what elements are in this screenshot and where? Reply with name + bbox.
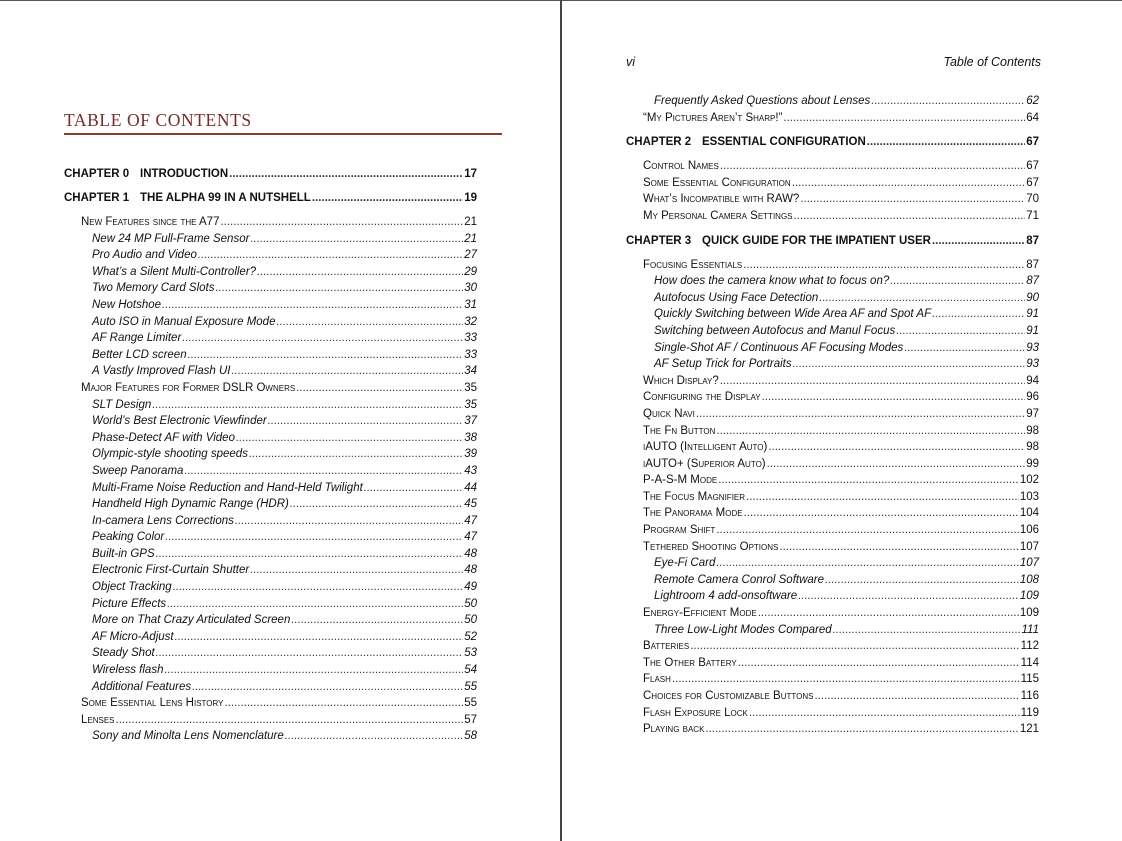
- toc-subsection-entry[interactable]: [64, 363, 477, 380]
- entry-title: How does the camera know what to focus on?: [654, 275, 890, 288]
- entry-title: Three Low-Light Modes Compared: [654, 623, 832, 636]
- entry-page-number: 31: [464, 298, 477, 311]
- toc-section-entry[interactable]: [626, 389, 1039, 406]
- entry-title: Two Memory Card Slots: [92, 282, 215, 295]
- entry-title: Pro Audio and Video: [92, 249, 197, 262]
- toc-section-entry[interactable]: [626, 423, 1039, 440]
- chapter-label: [64, 190, 311, 206]
- entry-title: New Features since the A77: [81, 216, 220, 228]
- entry-page-number: 29: [464, 265, 477, 278]
- entry-title: Built-in GPS: [92, 547, 155, 560]
- toc-subsection-entry[interactable]: [64, 546, 477, 563]
- entry-page-number: 32: [464, 315, 477, 328]
- toc-section-entry[interactable]: [626, 705, 1039, 722]
- entry-page-number: 93: [1026, 358, 1039, 371]
- dot-leader: [720, 373, 1025, 390]
- toc-subsection-entry[interactable]: [64, 330, 477, 347]
- entry-title: The Panorama Mode: [643, 507, 743, 520]
- toc-subsection-entry[interactable]: [626, 555, 1039, 572]
- toc-chapter-entry[interactable]: [626, 233, 1039, 249]
- entry-page-number: 58: [464, 730, 477, 743]
- dot-leader: [229, 166, 463, 182]
- chapter-number: CHAPTER 1: [64, 192, 130, 204]
- toc-subsection-entry[interactable]: [64, 612, 477, 629]
- entry-title: Sweep Panorama: [92, 464, 184, 477]
- entry-page-number: 115: [1020, 673, 1039, 686]
- toc-subsection-entry[interactable]: [64, 397, 477, 414]
- entry-page-number: 45: [464, 498, 477, 511]
- dot-leader: [162, 297, 463, 314]
- dot-leader: [798, 588, 1019, 605]
- entry-title: Lightroom 4 add-onsoftware: [654, 590, 798, 603]
- dot-leader: [932, 233, 1025, 249]
- entry-page-number: 38: [464, 431, 477, 444]
- entry-title: Electronic First-Curtain Shutter: [92, 564, 250, 577]
- entry-title: Flash: [643, 673, 671, 686]
- toc-subsection-entry[interactable]: [64, 596, 477, 613]
- chapter-title: ESSENTIAL CONFIGURATION: [702, 136, 866, 149]
- entry-page-number: 33: [464, 332, 477, 345]
- entry-page-number: 103: [1019, 490, 1039, 503]
- dot-leader: [867, 134, 1025, 150]
- toc-subsection-entry[interactable]: [626, 340, 1039, 357]
- dot-leader: [268, 413, 464, 430]
- entry-title: Phase-Detect AF with Video: [92, 431, 235, 444]
- toc-subsection-entry[interactable]: [64, 280, 477, 297]
- toc-section-entry[interactable]: [626, 208, 1039, 225]
- dot-leader: [165, 529, 463, 546]
- toc-subsection-entry[interactable]: [64, 231, 477, 248]
- dot-leader: [932, 306, 1025, 323]
- dot-leader: [672, 671, 1020, 688]
- toc-heading: TABLE OF CONTENTS: [64, 110, 502, 135]
- entry-title: Peaking Color: [92, 531, 165, 544]
- dot-leader: [716, 423, 1025, 440]
- dot-leader: [819, 290, 1025, 307]
- dot-leader: [167, 596, 463, 613]
- dot-leader: [705, 721, 1018, 738]
- dot-leader: [690, 638, 1019, 655]
- dot-leader: [220, 214, 463, 231]
- toc-section-entry[interactable]: [626, 605, 1039, 622]
- entry-page-number: 91: [1026, 308, 1039, 321]
- entry-title: New Hotshoe: [92, 298, 162, 311]
- entry-title: In-camera Lens Corrections: [92, 514, 234, 527]
- toc-section-entry[interactable]: [64, 380, 477, 397]
- toc-section-entry[interactable]: [626, 175, 1039, 192]
- entry-page-number: 107: [1019, 557, 1039, 570]
- entry-page-number: 17: [464, 168, 477, 180]
- entry-title: A Vastly Improved Flash UI: [92, 365, 231, 378]
- dot-leader: [156, 546, 464, 563]
- entry-page-number: 116: [1020, 690, 1039, 702]
- entry-page-number: 50: [464, 614, 477, 627]
- toc-subsection-entry[interactable]: [64, 480, 477, 497]
- dot-leader: [364, 480, 463, 497]
- toc-subsection-entry[interactable]: [626, 323, 1039, 340]
- entry-page-number: 49: [464, 581, 477, 594]
- entry-page-number: 52: [464, 630, 477, 643]
- entry-page-number: 107: [1019, 540, 1039, 553]
- entry-page-number: 114: [1020, 656, 1039, 669]
- dot-leader: [762, 389, 1026, 406]
- entry-page-number: 112: [1020, 640, 1039, 653]
- toc-subsection-entry[interactable]: [64, 297, 477, 314]
- toc-subsection-entry[interactable]: [626, 356, 1039, 373]
- toc-subsection-entry[interactable]: [626, 588, 1039, 605]
- toc-subsection-entry[interactable]: [626, 622, 1039, 639]
- dot-leader: [231, 363, 463, 380]
- chapter-number: CHAPTER 3: [626, 234, 692, 247]
- dot-leader: [749, 705, 1020, 722]
- entry-title: The Fn Button: [643, 424, 716, 437]
- entry-page-number: 35: [464, 381, 477, 394]
- entry-page-number: 87: [1026, 258, 1039, 271]
- toc-subsection-entry[interactable]: [64, 562, 477, 579]
- entry-title: Focusing Essentials: [643, 258, 743, 271]
- entry-page-number: 98: [1026, 441, 1039, 454]
- toc-section-entry[interactable]: [626, 489, 1039, 506]
- running-header-title: Table of Contents: [943, 55, 1041, 69]
- entry-title: Switching between Autofocus and Manul Focus: [654, 324, 896, 337]
- dot-leader: [250, 231, 463, 248]
- entry-title: What’s Incompatible with RAW?: [643, 193, 800, 206]
- entry-page-number: 104: [1019, 507, 1039, 520]
- dot-leader: [285, 728, 463, 745]
- page-number-header: vi: [626, 55, 636, 69]
- dot-leader: [164, 662, 463, 679]
- entry-page-number: 70: [1026, 193, 1039, 206]
- entry-page-number: 47: [464, 531, 477, 544]
- right-toc-list: [626, 93, 1039, 738]
- entry-title: My Personal Camera Settings: [643, 209, 793, 222]
- chapter-title: THE ALPHA 99 IN A NUTSHELL: [140, 192, 311, 204]
- entry-title: Configuring the Display: [643, 391, 761, 404]
- toc-subsection-entry[interactable]: [64, 430, 477, 447]
- toc-section-entry[interactable]: [626, 505, 1039, 522]
- entry-page-number: 48: [464, 547, 477, 560]
- entry-page-number: 97: [1026, 407, 1039, 420]
- dot-leader: [184, 463, 463, 480]
- entry-page-number: 71: [1026, 209, 1039, 222]
- entry-page-number: 119: [1020, 706, 1039, 719]
- chapter-number: CHAPTER 2: [626, 136, 692, 149]
- entry-page-number: 43: [464, 464, 477, 477]
- toc-section-entry[interactable]: [64, 214, 477, 231]
- dot-leader: [768, 439, 1025, 456]
- entry-page-number: 109: [1019, 590, 1039, 603]
- dot-leader: [716, 555, 1018, 572]
- toc-section-entry[interactable]: [626, 406, 1039, 423]
- toc-subsection-entry[interactable]: [64, 247, 477, 264]
- toc-subsection-entry[interactable]: [64, 264, 477, 281]
- entry-page-number: 35: [464, 398, 477, 411]
- toc-subsection-entry[interactable]: [64, 728, 477, 745]
- toc-subsection-entry[interactable]: [64, 413, 477, 430]
- entry-title: Energy-Efficient Mode: [643, 607, 757, 620]
- toc-subsection-entry[interactable]: [64, 496, 477, 513]
- entry-title: Choices for Customizable Buttons: [643, 690, 814, 702]
- entry-page-number: 54: [464, 664, 477, 677]
- entry-title: Object Tracking: [92, 581, 172, 594]
- toc-subsection-entry[interactable]: [626, 306, 1039, 323]
- toc-chapter-entry[interactable]: [64, 166, 477, 182]
- entry-title: Autofocus Using Face Detection: [654, 291, 819, 304]
- entry-page-number: 21: [464, 232, 477, 245]
- toc-section-entry[interactable]: [626, 721, 1039, 738]
- toc-section-entry[interactable]: [626, 373, 1039, 390]
- entry-page-number: 47: [464, 514, 477, 527]
- dot-leader: [192, 679, 463, 696]
- entry-page-number: 57: [464, 713, 477, 726]
- dot-leader: [783, 110, 1025, 127]
- entry-page-number: 44: [464, 481, 477, 494]
- toc-section-entry[interactable]: [626, 439, 1039, 456]
- dot-leader: [215, 280, 463, 297]
- dot-leader: [152, 397, 463, 414]
- dot-leader: [871, 93, 1025, 110]
- entry-page-number: 27: [464, 249, 477, 262]
- toc-subsection-entry[interactable]: [64, 347, 477, 364]
- dot-leader: [800, 191, 1025, 208]
- entry-page-number: 21: [464, 216, 477, 228]
- entry-page-number: 53: [464, 647, 477, 660]
- dot-leader: [116, 712, 464, 729]
- entry-page-number: 39: [464, 448, 477, 461]
- entry-page-number: 55: [464, 680, 477, 693]
- entry-title: Steady Shot: [92, 647, 155, 660]
- entry-title: Some Essential Configuration: [643, 176, 791, 189]
- entry-title: What’s a Silent Multi-Controller?: [92, 265, 257, 278]
- entry-page-number: 33: [464, 348, 477, 361]
- dot-leader: [276, 314, 463, 331]
- toc-subsection-entry[interactable]: [64, 662, 477, 679]
- dot-leader: [224, 695, 463, 712]
- entry-page-number: 106: [1019, 524, 1039, 537]
- entry-page-number: 34: [464, 365, 477, 378]
- dot-leader: [296, 380, 463, 397]
- entry-page-number: 102: [1019, 474, 1039, 487]
- toc-section-entry[interactable]: [626, 539, 1039, 556]
- chapter-label: [626, 134, 866, 150]
- entry-title: Additional Features: [92, 680, 192, 693]
- toc-subsection-entry[interactable]: [64, 463, 477, 480]
- entry-page-number: 30: [464, 282, 477, 295]
- chapter-title: INTRODUCTION: [140, 168, 229, 180]
- toc-subsection-entry[interactable]: [64, 529, 477, 546]
- entry-page-number: 111: [1021, 623, 1039, 636]
- entry-page-number: 108: [1019, 573, 1039, 586]
- entry-title: The Other Battery: [643, 656, 737, 669]
- toc-section-entry[interactable]: [626, 688, 1039, 705]
- entry-title: AF Setup Trick for Portraits: [654, 358, 792, 371]
- toc-chapter-entry[interactable]: [626, 134, 1039, 150]
- dot-leader: [182, 330, 463, 347]
- left-toc-list: [64, 166, 477, 745]
- entry-page-number: 67: [1026, 160, 1039, 173]
- dot-leader: [896, 323, 1025, 340]
- toc-subsection-entry[interactable]: [64, 629, 477, 646]
- toc-subsection-entry[interactable]: [64, 446, 477, 463]
- toc-subsection-entry[interactable]: [64, 645, 477, 662]
- entry-title: Auto ISO in Manual Exposure Mode: [92, 315, 276, 328]
- entry-page-number: 93: [1026, 341, 1039, 354]
- dot-leader: [738, 655, 1020, 672]
- toc-chapter-entry[interactable]: [64, 190, 477, 206]
- dot-leader: [156, 645, 464, 662]
- toc-section-entry[interactable]: [626, 158, 1039, 175]
- toc-section-entry[interactable]: [64, 712, 477, 729]
- dot-leader: [825, 572, 1019, 589]
- entry-page-number: 109: [1019, 607, 1039, 620]
- entry-title: Eye-Fi Card: [654, 557, 716, 570]
- entry-title: Lenses: [81, 713, 115, 726]
- dot-leader: [767, 456, 1026, 473]
- entry-title: Wireless flash: [92, 664, 164, 677]
- dot-leader: [814, 688, 1019, 705]
- dot-leader: [746, 489, 1019, 506]
- dot-leader: [904, 340, 1025, 357]
- dot-leader: [718, 472, 1019, 489]
- toc-section-entry[interactable]: [626, 522, 1039, 539]
- entry-page-number: 96: [1026, 391, 1039, 404]
- entry-title: Which Display?: [643, 374, 719, 387]
- entry-title: The Focus Magnifier: [643, 490, 746, 503]
- chapter-label: [626, 233, 931, 249]
- toc-section-entry[interactable]: [626, 638, 1039, 655]
- dot-leader: [833, 622, 1021, 639]
- entry-title: Multi-Frame Noise Reduction and Hand-Held Twilight: [92, 481, 363, 494]
- dot-leader: [890, 273, 1025, 290]
- dot-leader: [291, 612, 463, 629]
- entry-title: SLT Design: [92, 398, 152, 411]
- dot-leader: [312, 190, 463, 206]
- toc-subsection-entry[interactable]: [64, 314, 477, 331]
- dot-leader: [696, 406, 1025, 423]
- entry-page-number: 67: [1026, 176, 1039, 189]
- entry-page-number: 90: [1026, 291, 1039, 304]
- toc-section-entry[interactable]: [626, 110, 1039, 127]
- chapter-title: QUICK GUIDE FOR THE IMPATIENT USER: [702, 234, 931, 247]
- dot-leader: [794, 208, 1026, 225]
- dot-leader: [236, 430, 463, 447]
- toc-subsection-entry[interactable]: [626, 290, 1039, 307]
- dot-leader: [779, 539, 1018, 556]
- entry-title: New 24 MP Full-Frame Sensor: [92, 232, 250, 245]
- entry-title: AF Range Limiter: [92, 332, 182, 345]
- toc-subsection-entry[interactable]: [64, 679, 477, 696]
- entry-title: P-A-S-M Mode: [643, 474, 718, 487]
- dot-leader: [793, 356, 1026, 373]
- dot-leader: [743, 257, 1025, 274]
- dot-leader: [188, 347, 464, 364]
- chapter-number: CHAPTER 0: [64, 168, 130, 180]
- right-page: [562, 0, 1122, 841]
- entry-title: More on That Crazy Articulated Screen: [92, 614, 291, 627]
- toc-section-entry[interactable]: [64, 695, 477, 712]
- entry-page-number: 87: [1026, 275, 1039, 288]
- entry-title: Major Features for Former DSLR Owners: [81, 381, 296, 394]
- dot-leader: [744, 505, 1019, 522]
- entry-page-number: 99: [1026, 457, 1039, 470]
- toc-section-entry[interactable]: [626, 456, 1039, 473]
- entry-title: Single-Shot AF / Continuous AF Focusing Modes: [654, 341, 904, 354]
- entry-title: Quick Navi: [643, 407, 695, 420]
- entry-title: Flash Exposure Lock: [643, 706, 748, 719]
- entry-title: Playing back: [643, 723, 705, 736]
- left-page: [0, 0, 560, 841]
- entry-title: Frequently Asked Questions about Lenses: [654, 95, 871, 107]
- entry-page-number: 50: [464, 597, 477, 610]
- toc-section-entry[interactable]: [626, 472, 1039, 489]
- dot-leader: [257, 264, 463, 281]
- dot-leader: [716, 522, 1019, 539]
- entry-page-number: 64: [1026, 111, 1039, 124]
- entry-title: Some Essential Lens History: [81, 697, 224, 710]
- entry-title: Batteries: [643, 640, 690, 653]
- toc-subsection-entry[interactable]: [64, 513, 477, 530]
- entry-title: World’s Best Electronic Viewfinder: [92, 415, 267, 428]
- toc-section-entry[interactable]: [626, 655, 1039, 672]
- dot-leader: [198, 247, 463, 264]
- dot-leader: [249, 446, 463, 463]
- entry-title: Control Names: [643, 160, 719, 173]
- entry-page-number: 67: [1026, 136, 1039, 149]
- dot-leader: [175, 629, 464, 646]
- entry-title: Remote Camera Conrol Software: [654, 573, 825, 586]
- entry-title: AF Micro-Adjust: [92, 630, 174, 643]
- dot-leader: [290, 496, 463, 513]
- dot-leader: [792, 175, 1026, 192]
- entry-page-number: 98: [1026, 424, 1039, 437]
- chapter-label: [64, 166, 228, 182]
- entry-title: Tethered Shooting Options: [643, 540, 779, 553]
- entry-page-number: 94: [1026, 374, 1039, 387]
- dot-leader: [758, 605, 1019, 622]
- entry-title: Handheld High Dynamic Range (HDR): [92, 498, 289, 511]
- entry-page-number: 48: [464, 564, 477, 577]
- entry-page-number: 87: [1026, 234, 1039, 247]
- toc-subsection-entry[interactable]: [626, 273, 1039, 290]
- entry-page-number: 37: [464, 415, 477, 428]
- entry-title: iAUTO (Intelligent Auto): [643, 441, 768, 454]
- toc-subsection-entry[interactable]: [626, 93, 1039, 110]
- dot-leader: [720, 158, 1025, 175]
- entry-title: iAUTO+ (Superior Auto): [643, 457, 766, 470]
- entry-page-number: 55: [464, 697, 477, 710]
- dot-leader: [173, 579, 464, 596]
- entry-page-number: 19: [464, 192, 477, 204]
- entry-page-number: 91: [1026, 324, 1039, 337]
- dot-leader: [235, 513, 463, 530]
- entry-title: Better LCD screen: [92, 348, 187, 361]
- toc-section-entry[interactable]: [626, 191, 1039, 208]
- toc-subsection-entry[interactable]: [626, 572, 1039, 589]
- dot-leader: [250, 562, 463, 579]
- entry-title: Sony and Minolta Lens Nomenclature: [92, 730, 284, 743]
- entry-page-number: 62: [1026, 95, 1039, 107]
- toc-section-entry[interactable]: [626, 671, 1039, 688]
- entry-title: Picture Effects: [92, 597, 167, 610]
- entry-title: Program Shift: [643, 524, 716, 537]
- entry-title: “My Pictures Aren’t Sharp!”: [643, 111, 783, 124]
- entry-title: Quickly Switching between Wide Area AF and Spot AF: [654, 308, 932, 321]
- toc-section-entry[interactable]: [626, 257, 1039, 274]
- toc-subsection-entry[interactable]: [64, 579, 477, 596]
- entry-page-number: 121: [1019, 723, 1039, 736]
- entry-title: Olympic-style shooting speeds: [92, 448, 248, 461]
